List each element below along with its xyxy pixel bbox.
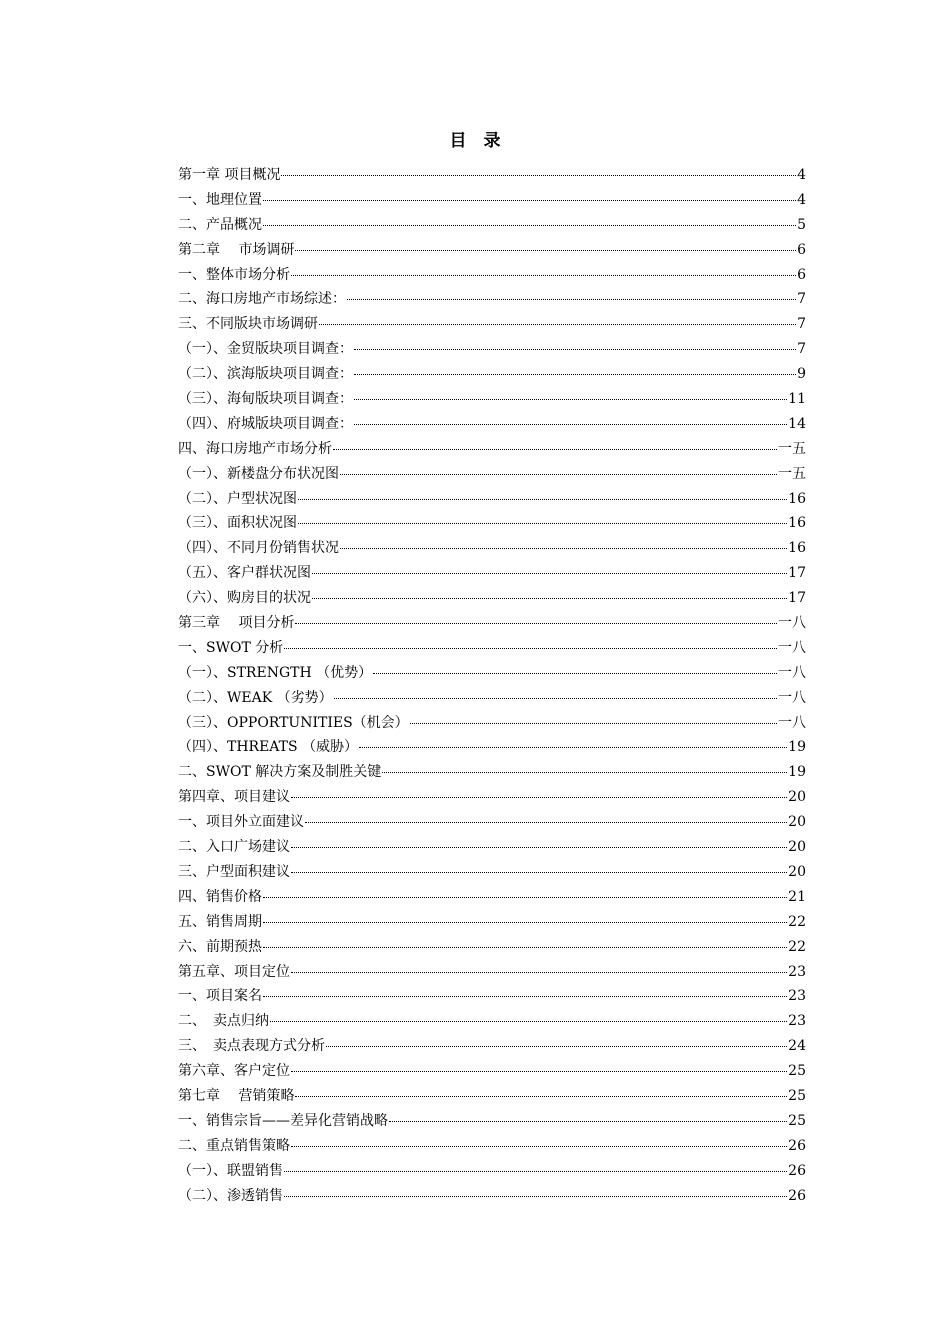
toc-entry[interactable] <box>178 511 806 536</box>
toc-entry-page: 5 <box>797 216 806 233</box>
toc-entry-page: 21 <box>788 888 806 905</box>
toc-leader-dots <box>305 822 787 823</box>
toc-entry-label: 一、地理位置 <box>178 191 262 208</box>
toc-entry-label: （二）、WEAK （劣势） <box>178 689 333 706</box>
toc-entry[interactable] <box>178 1159 806 1184</box>
toc-entry-page: 19 <box>788 764 806 781</box>
toc-entry[interactable] <box>178 661 806 686</box>
toc-entry-page: 26 <box>788 1137 806 1154</box>
toc-leader-dots <box>319 324 796 325</box>
toc-entry-page: 一八 <box>778 615 806 632</box>
toc-entry-page: 19 <box>788 739 806 756</box>
toc-entry[interactable] <box>178 238 806 263</box>
toc-entry-label: （五）、客户群状况图 <box>178 565 311 582</box>
toc-entry[interactable] <box>178 337 806 362</box>
toc-entry-label: （二）、滨海版块项目调查： <box>178 366 353 383</box>
toc-entry-page: 25 <box>788 1087 806 1104</box>
toc-entry-page: 4 <box>797 191 806 208</box>
toc-entry-label: 二、产品概况 <box>178 216 262 233</box>
toc-entry[interactable] <box>178 636 806 661</box>
toc-entry[interactable] <box>178 984 806 1009</box>
toc-entry[interactable] <box>178 287 806 312</box>
toc-entry-label: （四）、不同月份销售状况 <box>178 540 339 557</box>
toc-entry[interactable] <box>178 536 806 561</box>
toc-leader-dots <box>263 922 787 923</box>
toc-entry-page: 17 <box>788 565 806 582</box>
toc-leader-dots <box>334 698 777 699</box>
toc-entry-page: 25 <box>788 1063 806 1080</box>
toc-entry[interactable] <box>178 362 806 387</box>
toc-leader-dots <box>263 897 787 898</box>
toc-entry-label: 二、海口房地产市场综述： <box>178 291 346 308</box>
toc-leader-dots <box>291 872 787 873</box>
toc-entry-label: 四、销售价格 <box>178 888 262 905</box>
toc-entry[interactable] <box>178 686 806 711</box>
toc-entry-label: （三）、面积状况图 <box>178 515 297 532</box>
toc-entry[interactable] <box>178 935 806 960</box>
toc-entry[interactable] <box>178 412 806 437</box>
toc-entry-page: 22 <box>788 913 806 930</box>
toc-leader-dots <box>354 374 796 375</box>
toc-leader-dots <box>312 573 787 574</box>
toc-entry[interactable] <box>178 263 806 288</box>
toc-leader-dots <box>298 499 787 500</box>
toc-entry[interactable] <box>178 611 806 636</box>
toc-entry[interactable] <box>178 387 806 412</box>
toc-entry[interactable] <box>178 437 806 462</box>
toc-entry-page: 16 <box>788 515 806 532</box>
toc-entry-label: 二、入口广场建议 <box>178 839 290 856</box>
toc-leader-dots <box>291 275 796 276</box>
toc-entry-label: （二）、户型状况图 <box>178 490 297 507</box>
toc-leader-dots <box>281 175 796 176</box>
toc-leader-dots <box>340 548 787 549</box>
toc-entry[interactable] <box>178 960 806 985</box>
toc-entry-page: 16 <box>788 540 806 557</box>
toc-leader-dots <box>410 723 777 724</box>
toc-leader-dots <box>354 424 787 425</box>
toc-leader-dots <box>312 598 787 599</box>
toc-leader-dots <box>354 349 796 350</box>
toc-entry-page: 23 <box>788 963 806 980</box>
toc-entry-page: 4 <box>797 167 806 183</box>
toc-entry-page: 7 <box>797 291 806 308</box>
toc-leader-dots <box>354 399 787 400</box>
toc-entry[interactable] <box>178 1009 806 1034</box>
toc-leader-dots <box>263 200 796 201</box>
toc-leader-dots <box>333 449 777 450</box>
toc-leader-dots <box>295 623 777 624</box>
toc-leader-dots <box>284 1196 787 1197</box>
toc-entry-page: 17 <box>788 590 806 607</box>
toc-entry-label: 第七章 营销策略 <box>178 1087 295 1104</box>
toc-entry-page: 一八 <box>778 689 806 706</box>
toc-entry-label: 四、海口房地产市场分析 <box>178 440 332 457</box>
toc-leader-dots <box>295 250 796 251</box>
toc-entry-label: 三、 卖点表现方式分析 <box>178 1038 325 1055</box>
toc-leader-dots <box>347 299 796 300</box>
toc-leader-dots <box>284 1171 787 1172</box>
toc-leader-dots <box>295 1096 787 1097</box>
toc-entry-page: 14 <box>788 415 806 432</box>
toc-entry-label: 第二章 市场调研 <box>178 241 295 258</box>
toc-entry-label: 五、销售周期 <box>178 913 262 930</box>
toc-entry-label: （四）、THREATS （威胁） <box>178 739 359 756</box>
toc-entry-label: 二、重点销售策略 <box>178 1137 290 1154</box>
toc-entry-page: 25 <box>788 1112 806 1129</box>
toc-entry[interactable] <box>178 760 806 785</box>
toc-list <box>178 163 806 1208</box>
toc-leader-dots <box>291 797 787 798</box>
toc-leader-dots <box>389 1121 787 1122</box>
toc-entry-page: 9 <box>797 366 806 383</box>
toc-entry-label: （一）、新楼盘分布状况图 <box>178 465 339 482</box>
toc-entry-page: 26 <box>788 1187 806 1204</box>
toc-leader-dots <box>340 474 777 475</box>
toc-entry-page: 26 <box>788 1162 806 1179</box>
toc-entry-label: 三、不同版块市场调研 <box>178 316 318 333</box>
toc-entry-label: 三、户型面积建议 <box>178 863 290 880</box>
toc-entry-label: 一、销售宗旨——差异化营销战略 <box>178 1112 388 1129</box>
toc-leader-dots <box>326 1046 787 1047</box>
toc-entry-page: 20 <box>788 863 806 880</box>
toc-entry-page: 6 <box>797 241 806 258</box>
toc-entry[interactable] <box>178 462 806 487</box>
toc-entry-label: 第五章、项目定位 <box>178 963 290 980</box>
toc-entry-label: 一、项目案名 <box>178 988 262 1005</box>
toc-entry[interactable] <box>178 885 806 910</box>
toc-entry-label: 一、SWOT 分析 <box>178 639 284 656</box>
toc-entry[interactable] <box>178 1034 806 1059</box>
toc-entry-page: 11 <box>788 391 806 408</box>
toc-entry[interactable] <box>178 910 806 935</box>
toc-leader-dots <box>263 947 787 948</box>
toc-entry-page: 22 <box>788 938 806 955</box>
toc-leader-dots <box>270 1021 787 1022</box>
toc-entry-label: 第六章、客户定位 <box>178 1063 290 1080</box>
toc-entry-label: （三）、OPPORTUNITIES（机会） <box>178 714 409 731</box>
toc-leader-dots <box>284 648 777 649</box>
toc-entry-page: 23 <box>788 988 806 1005</box>
toc-entry-page: 20 <box>788 814 806 831</box>
toc-entry[interactable] <box>178 735 806 760</box>
toc-entry-label: （一）、金贸版块项目调查： <box>178 341 353 358</box>
toc-leader-dots <box>298 523 787 524</box>
toc-leader-dots <box>291 1071 787 1072</box>
toc-entry-label: （六）、购房目的状况 <box>178 590 311 607</box>
toc-leader-dots <box>382 772 787 773</box>
toc-entry-page: 一八 <box>778 664 806 681</box>
toc-entry-page: 16 <box>788 490 806 507</box>
toc-leader-dots <box>291 1146 787 1147</box>
toc-entry[interactable] <box>178 188 806 213</box>
toc-entry[interactable] <box>178 586 806 611</box>
toc-entry[interactable] <box>178 860 806 885</box>
toc-entry-label: （二）、渗透销售 <box>178 1187 283 1204</box>
toc-title: 目 录 <box>449 131 501 151</box>
toc-entry-label: 第四章、项目建议 <box>178 789 290 806</box>
toc-entry[interactable] <box>178 1134 806 1159</box>
toc-leader-dots <box>291 847 787 848</box>
toc-entry[interactable] <box>178 1109 806 1134</box>
toc-entry-label: （一）、联盟销售 <box>178 1162 283 1179</box>
toc-entry[interactable] <box>178 1184 806 1209</box>
toc-entry[interactable] <box>178 561 806 586</box>
toc-entry-page: 20 <box>788 789 806 806</box>
toc-entry-label: 一、项目外立面建议 <box>178 814 304 831</box>
toc-entry[interactable] <box>178 213 806 238</box>
toc-leader-dots <box>263 996 787 997</box>
toc-entry-label: 第一章 项目概况 <box>178 167 281 183</box>
toc-entry[interactable] <box>178 1059 806 1084</box>
toc-entry-page: 7 <box>797 316 806 333</box>
toc-entry-label: 二、 卖点归纳 <box>178 1013 269 1030</box>
toc-leader-dots <box>373 673 777 674</box>
toc-entry[interactable] <box>178 312 806 337</box>
toc-entry-page: 一八 <box>778 639 806 656</box>
toc-entry-page: 7 <box>797 341 806 358</box>
toc-entry-label: 二、SWOT 解决方案及制胜关键 <box>178 764 382 781</box>
toc-entry[interactable] <box>178 711 806 736</box>
toc-entry[interactable] <box>178 835 806 860</box>
toc-entry-page: 6 <box>797 266 806 283</box>
toc-entry[interactable] <box>178 810 806 835</box>
toc-entry-page: 一八 <box>778 714 806 731</box>
toc-entry[interactable] <box>178 1084 806 1109</box>
toc-entry-label: 第三章 项目分析 <box>178 615 295 632</box>
toc-leader-dots <box>291 972 787 973</box>
toc-leader-dots <box>359 747 787 748</box>
toc-entry-page: 20 <box>788 839 806 856</box>
toc-entry[interactable] <box>178 785 806 810</box>
toc-entry-label: （四）、府城版块项目调查： <box>178 415 353 432</box>
toc-entry-page: 一五 <box>778 465 806 482</box>
toc-entry-page: 一五 <box>778 440 806 457</box>
toc-entry-page: 24 <box>788 1038 806 1055</box>
toc-entry-page: 23 <box>788 1013 806 1030</box>
toc-entry-label: 六、前期预热 <box>178 938 262 955</box>
toc-entry[interactable] <box>178 163 806 188</box>
toc-entry-label: （三）、海甸版块项目调查： <box>178 391 353 408</box>
toc-leader-dots <box>263 225 796 226</box>
toc-entry[interactable] <box>178 487 806 512</box>
toc-entry-label: 一、整体市场分析 <box>178 266 290 283</box>
toc-entry-label: （一）、STRENGTH （优势） <box>178 664 373 681</box>
